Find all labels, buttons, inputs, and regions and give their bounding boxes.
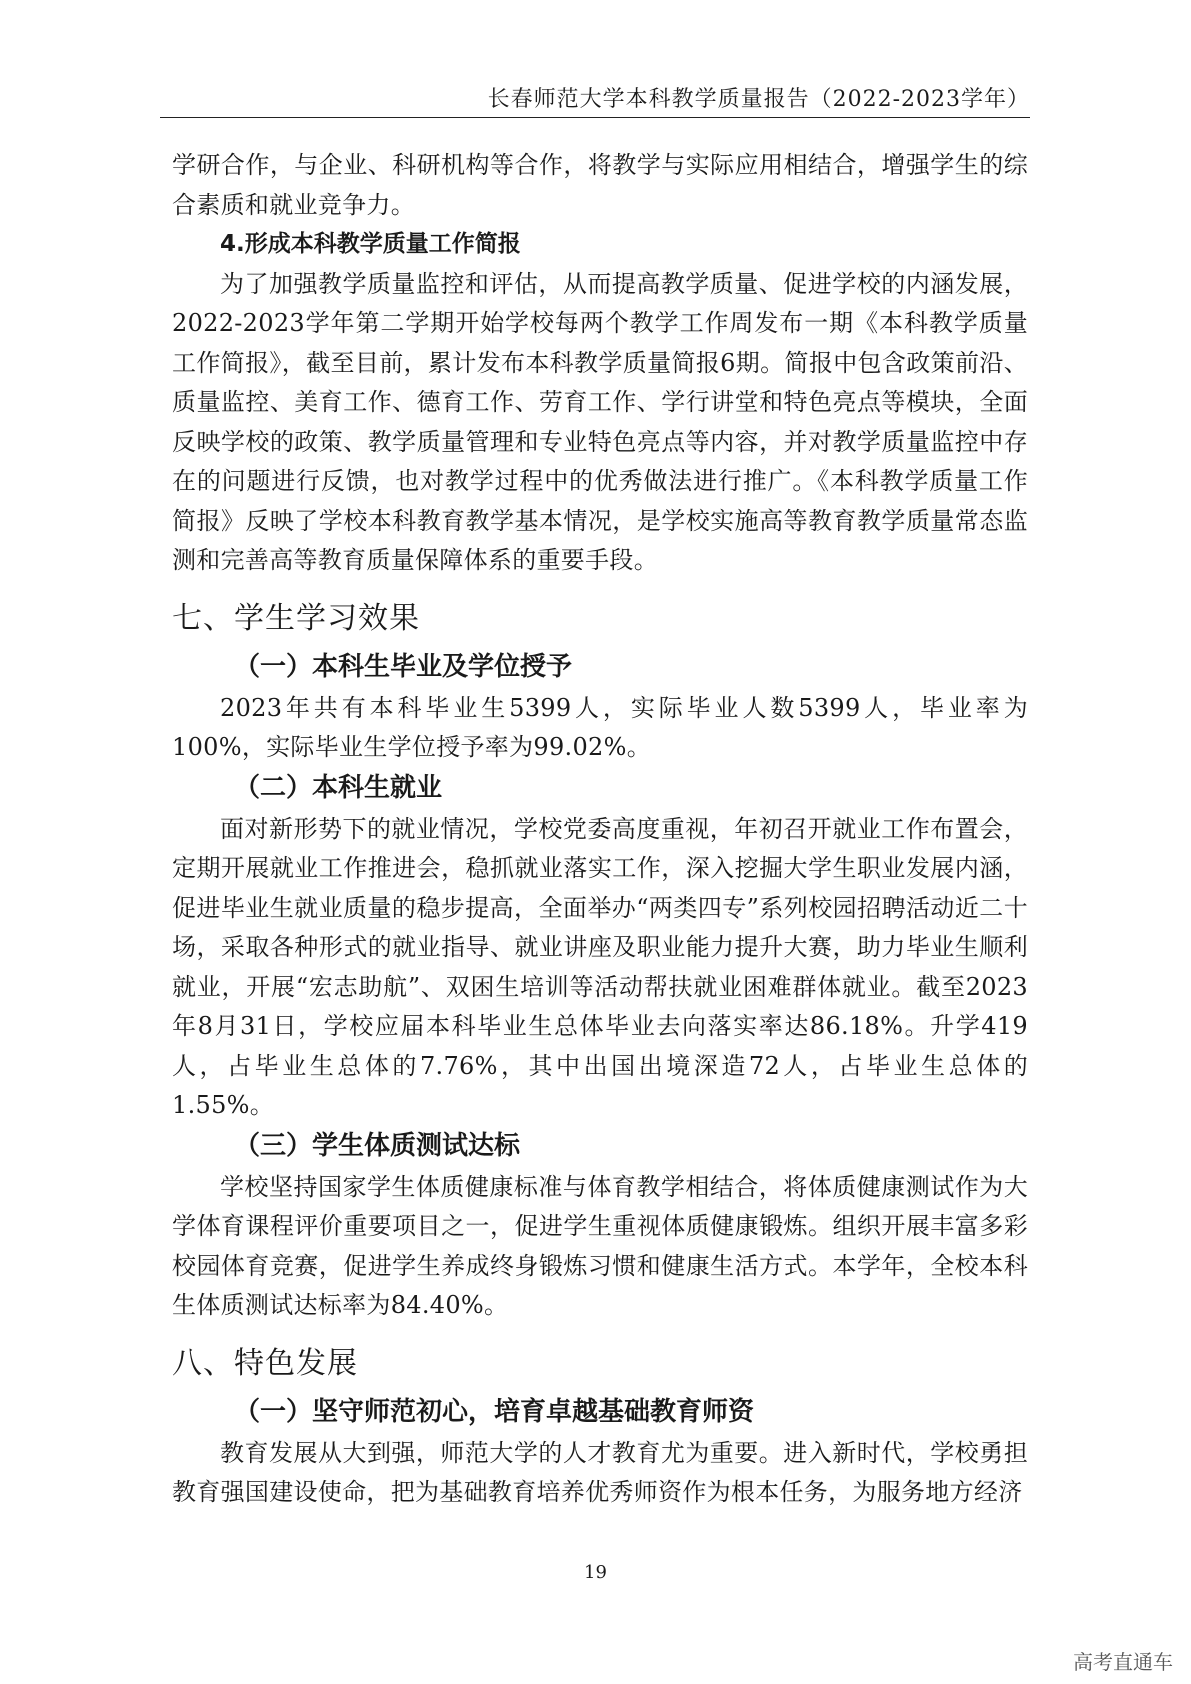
watermark-text: 高考直通车: [1073, 1650, 1173, 1674]
subsection-heading-7-3: （三）学生体质测试达标: [234, 1130, 521, 1161]
page-content: [172, 146, 1028, 1513]
subsection-heading-8-1: （一）坚守师范初心，培育卓越基础教育师资: [234, 1396, 755, 1427]
paragraph-continued: 学研合作，与企业、科研机构等合作，将教学与实际应用相结合，增强学生的综合素质和就业竞争力。: [172, 151, 1028, 219]
subsection-heading-7-2: （二）本科生就业: [234, 772, 443, 803]
running-header: 长春师范大学本科教学质量报告（2022-2023学年）: [487, 87, 1030, 112]
subsection-heading-7-1: （一）本科生毕业及学位授予: [234, 651, 573, 682]
subsection-heading-4: 4.形成本科教学质量工作简报: [220, 231, 521, 257]
header-divider: [160, 117, 1030, 118]
paragraph-teacher-education: 教育发展从大到强，师范大学的人才教育尤为重要。进入新时代，学校勇担教育强国建设使命，把为基础教育培养优秀师资作为根本任务，为服务地方经济: [172, 1438, 1028, 1506]
paragraph-briefing: 为了加强教学质量监控和评估，从而提高教学质量、促进学校的内涵发展，2022-2023学年第二学期开始学校每两个教学工作周发布一期《本科教学质量工作简报》，截至目前，累计发布本科教学质量简报6期。简报中包含政策前沿、质量监控、美育工作、德育工作、劳育工作、学行讲堂和特色亮点等模块，全面反映学校的政策、教学质量管理和专业特色亮点等内容，并对教学质量监控中存在的问题进行反馈，也对教学过程中的优秀做法进行推广。《本科教学质量工作简报》反映了学校本科教育教学基本情况，是学校实施高等教育教学质量常态监测和完善高等教育质量保障体系的重要手段。: [172, 269, 1028, 574]
paragraph-graduation: 2023年共有本科毕业生5399人，实际毕业人数5399人，毕业率为100%，实际毕业生学位授予率为99.02%。: [172, 693, 1028, 761]
paragraph-employment: 面对新形势下的就业情况，学校党委高度重视，年初召开就业工作布置会，定期开展就业工作推进会，稳抓就业落实工作，深入挖掘大学生职业发展内涵，促进毕业生就业质量的稳步提高，全面举办“两类四专”系列校园招聘活动近二十场，采取各种形式的就业指导、就业讲座及职业能力提升大赛，助力毕业生顺利就业，开展“宏志助航”、双困生培训等活动帮扶就业困难群体就业。截至2023年8月31日，学校应届本科毕业生总体毕业去向落实率达86.18%。升学419人，占毕业生总体的7.76%，其中出国出境深造72人，占毕业生总体的1.55%。: [172, 814, 1028, 1119]
section-heading-8: 八、特色发展: [172, 1345, 358, 1381]
paragraph-physical-test: 学校坚持国家学生体质健康标准与体育教学相结合，将体质健康测试作为大学体育课程评价重要项目之一，促进学生重视体质健康锻炼。组织开展丰富多彩校园体育竞赛，促进学生养成终身锻炼习惯和健康生活方式。本学年，全校本科生体质测试达标率为84.40%。: [172, 1172, 1028, 1319]
page-number: 19: [584, 1562, 607, 1583]
section-heading-7: 七、学生学习效果: [172, 600, 420, 636]
